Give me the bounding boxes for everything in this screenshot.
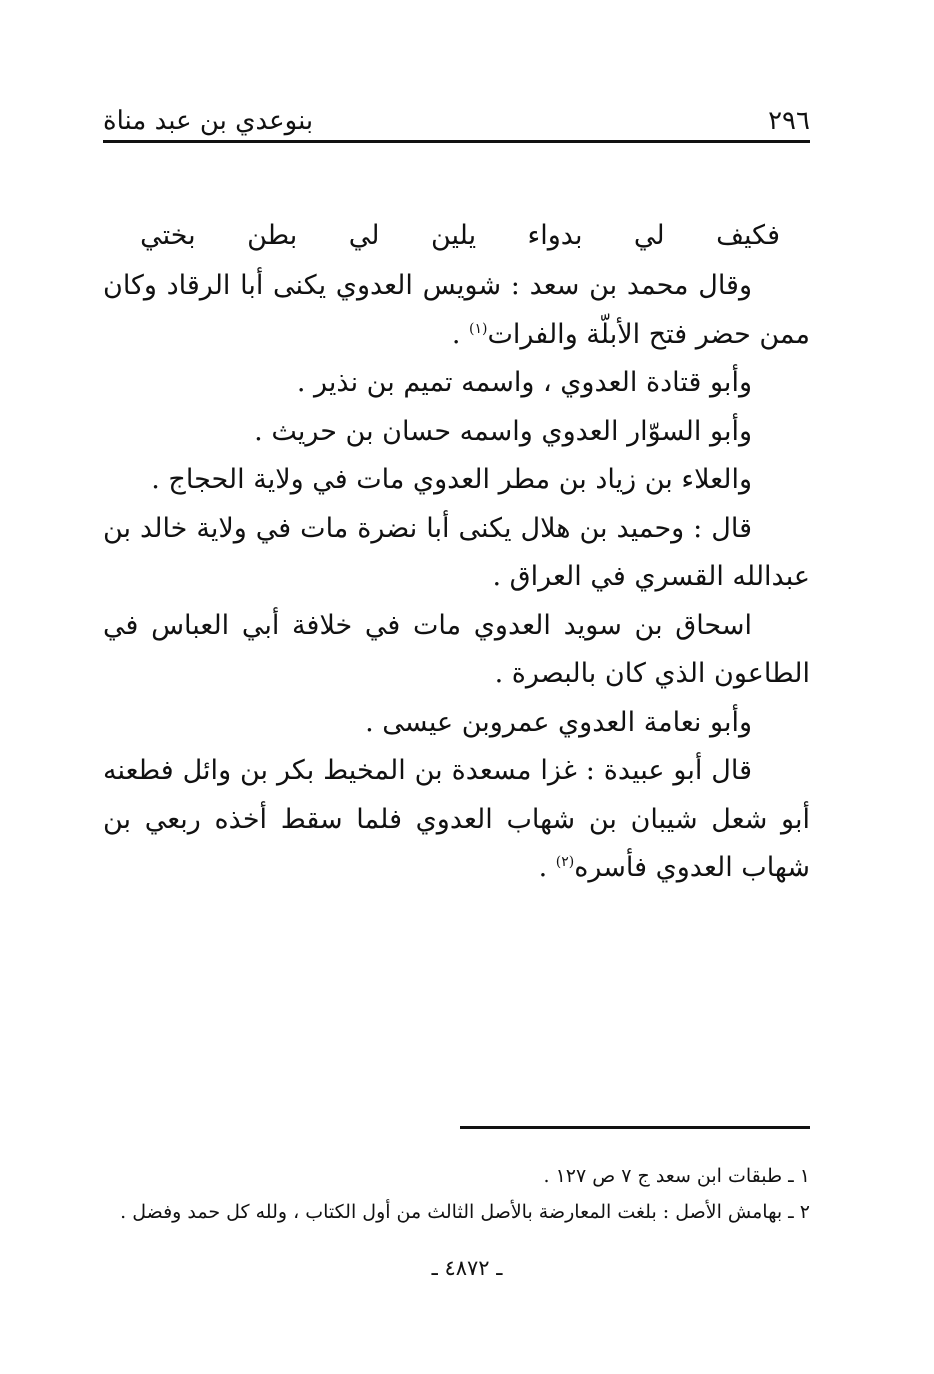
paragraph (103, 262, 810, 359)
header-running-title: بنوعدي بن عبد مناة (103, 106, 314, 136)
paragraph: وأبو نعامة العدوي عمروبن عيسى . (365, 706, 752, 738)
verse-word: يلين (430, 220, 477, 251)
header-divider (103, 140, 810, 143)
paragraph: والعلاء بن زياد بن مطر العدوي مات في ولاية الحجاج . (151, 464, 752, 495)
paragraph: اسحاق بن سويد العدوي مات في خلافة أبي العباس في الطاعون الذي كان بالبصرة . (103, 609, 810, 689)
poetry-verse (140, 212, 780, 260)
paragraph (103, 747, 810, 893)
paragraph-text: قال أبو عبيدة : غزا مسعدة بن المخيط بكر بن وائل فطعنه أبو شعل شيبان بن شهاب العدوي فلما سقط أخذه ربعي بن شهاب العدوي فأسره (103, 755, 810, 883)
verse-word: فكيف (716, 220, 780, 251)
verse-word: بختي (140, 220, 196, 251)
footnote-item: ١ ـ طبقات ابن سعد ج ٧ ص ١٢٧ . (543, 1165, 810, 1187)
verse-word: بدواء (527, 220, 583, 251)
paragraph-text: وقال محمد بن سعد : شويس العدوي يكنى أبا الرقاد وكان ممن حضر فتح الأبلّة والفرات (103, 270, 810, 350)
header-page-number: ٢٩٦ (768, 106, 810, 136)
verse-word: لي (348, 220, 380, 251)
footnote-ref: (٢) (555, 854, 575, 870)
paragraph-tail: . (538, 852, 556, 883)
footnote-ref: (١) (469, 320, 488, 337)
paragraph-tail: . (451, 318, 470, 350)
main-text (103, 262, 810, 893)
footnotes (103, 1158, 810, 1230)
footnote-divider (460, 1126, 810, 1129)
footnote-item: ٢ ـ بهامش الأصل : بلغت المعارضة بالأصل الثالث من أول الكتاب ، ولله كل حمد وفضل . (120, 1201, 810, 1223)
paragraph: قال : وحميد بن هلال يكنى أبا نضرة مات في ولاية خالد بن عبدالله القسري في العراق . (103, 512, 810, 592)
paragraph: وأبو السوّار العدوي واسمه حسان بن حريث . (254, 415, 752, 447)
page-header (103, 96, 810, 136)
verse-word: لي (633, 220, 665, 251)
verse-word: بطن (247, 220, 298, 251)
footer-page-number: ـ ٤٨٧٢ ـ (431, 1256, 503, 1280)
paragraph: وأبو قتادة العدوي ، واسمه تميم بن نذير . (296, 367, 752, 398)
